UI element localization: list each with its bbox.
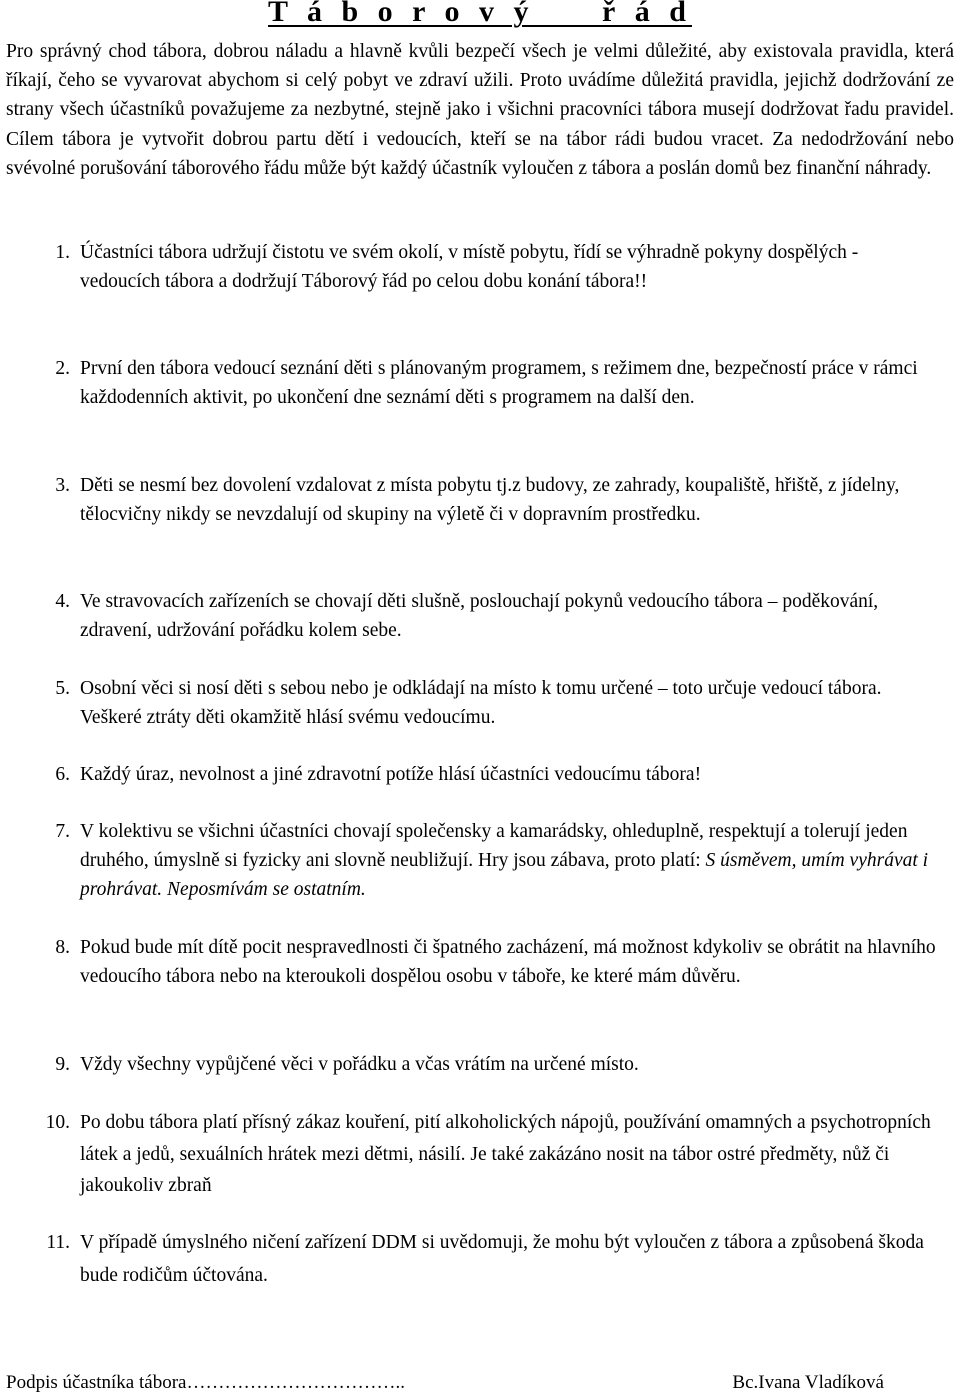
rule-text-italic: S úsměvem, umím vyhrávat i prohrávat. Neposmívám se ostatním. <box>80 850 929 900</box>
rule-text: První den tábora vedoucí seznání děti s plánovaným programem, s režimem dne, bezpečností práce v rámci každodenních aktivit, po ukončení dne seznámí děti s programem na další den. <box>80 358 918 408</box>
signature-participant: Podpis účastníka tábora…………………………….. <box>6 1372 405 1393</box>
document-title: T á b o r o v ý ř á d <box>268 0 692 28</box>
rule-number: 5. <box>55 678 70 699</box>
rule-text-regular: V kolektivu se všichni účastníci chovají společensky a kamarádsky, ohleduplně, respektují a tolerují jeden druhého, úmyslně si fyzicky ani slovně neubližují. Hry jsou zábava, proto platí: <box>80 821 908 871</box>
rule-text: Děti se nesmí bez dovolení vzdalovat z místa pobytu tj.z budovy, ze zahrady, koupaliště, hřiště, z jídelny, tělocvičny nikdy se nevzdalují od skupiny na výletě či v dopravním prostředku. <box>80 475 900 525</box>
rule-number: 9. <box>55 1054 70 1075</box>
rule-text: Účastníci tábora udržují čistotu ve svém okolí, v místě pobytu, řídí se výhradně pokyny dospělých - vedoucích tábora a dodržují Táborový řád po celou dobu konání tábora!! <box>80 242 859 292</box>
rule-text: Po dobu tábora platí přísný zákaz kouření, pití alkoholických nápojů, používání omamných a psychotropních látek a jedů, sexuálních hrátek mezi dětmi, násilí. Je také zakázáno nosit na tábor ostré předměty, nůž či jakoukoliv zbraň <box>80 1112 931 1196</box>
rule-number: 8. <box>55 937 70 958</box>
rule-text: Pokud bude mít dítě pocit nespravedlnosti či špatného zacházení, má možnost kdykoliv se obrátit na hlavního vedoucího tábora nebo na kteroukoli dospělou osobu v táboře, ke které mám důvěru. <box>80 937 936 987</box>
rule-text <box>80 817 942 904</box>
rule-text: Ve stravovacích zařízeních se chovají děti slušně, poslouchají pokynů vedoucího tábora – poděkování, zdravení, udržování pořádku kolem sebe. <box>80 591 879 641</box>
rule-text: Vždy všechny vypůjčené věci v pořádku a včas vrátím na určené místo. <box>80 1054 639 1075</box>
rule-number: 2. <box>55 358 70 379</box>
rule-number: 10. <box>45 1112 70 1133</box>
rule-number: 1. <box>55 242 70 263</box>
rule-text: Každý úraz, nevolnost a jiné zdravotní potíže hlásí účastníci vedoucímu tábora! <box>80 764 702 785</box>
rule-number: 4. <box>55 591 70 612</box>
rule-text: V případě úmyslného ničení zařízení DDM si uvědomuji, že mohu být vyloučen z tábora a způsobená škoda bude rodičům účtována. <box>80 1232 924 1286</box>
intro-paragraph: Pro správný chod tábora, dobrou náladu a hlavně kvůli bezpečí všech je velmi důležité, aby existovala pravidla, která říkají, čeho se vyvarovat abychom si celý pobyt ve zdraví užili. Proto uvádíme důležitá pravidla, jejichž dodržování ze strany všech účastníků považujeme za nezbytné, stejně jako i všichni pracovníci tábora musejí dodržovat řadu pravidel. Cílem tábora je vytvořit dobrou partu dětí i vedoucích, kteří se na tábor rádi budou vracet. Za nedodržování nebo svévolné porušování táborového řádu může být každý účastník vyloučen z tábora a poslán domů bez finanční náhrady. <box>6 41 954 179</box>
rule-number: 11. <box>46 1232 70 1253</box>
rule-number: 6. <box>55 764 70 785</box>
rule-text: Osobní věci si nosí děti s sebou nebo je odkládají na místo k tomu určené – toto určuje vedoucí tábora. Veškeré ztráty děti okamžitě hlásí svému vedoucímu. <box>80 678 882 728</box>
rule-number: 7. <box>55 821 70 842</box>
signature-leader: Bc.Ivana Vladíková <box>732 1372 884 1393</box>
rule-number: 3. <box>55 475 70 496</box>
